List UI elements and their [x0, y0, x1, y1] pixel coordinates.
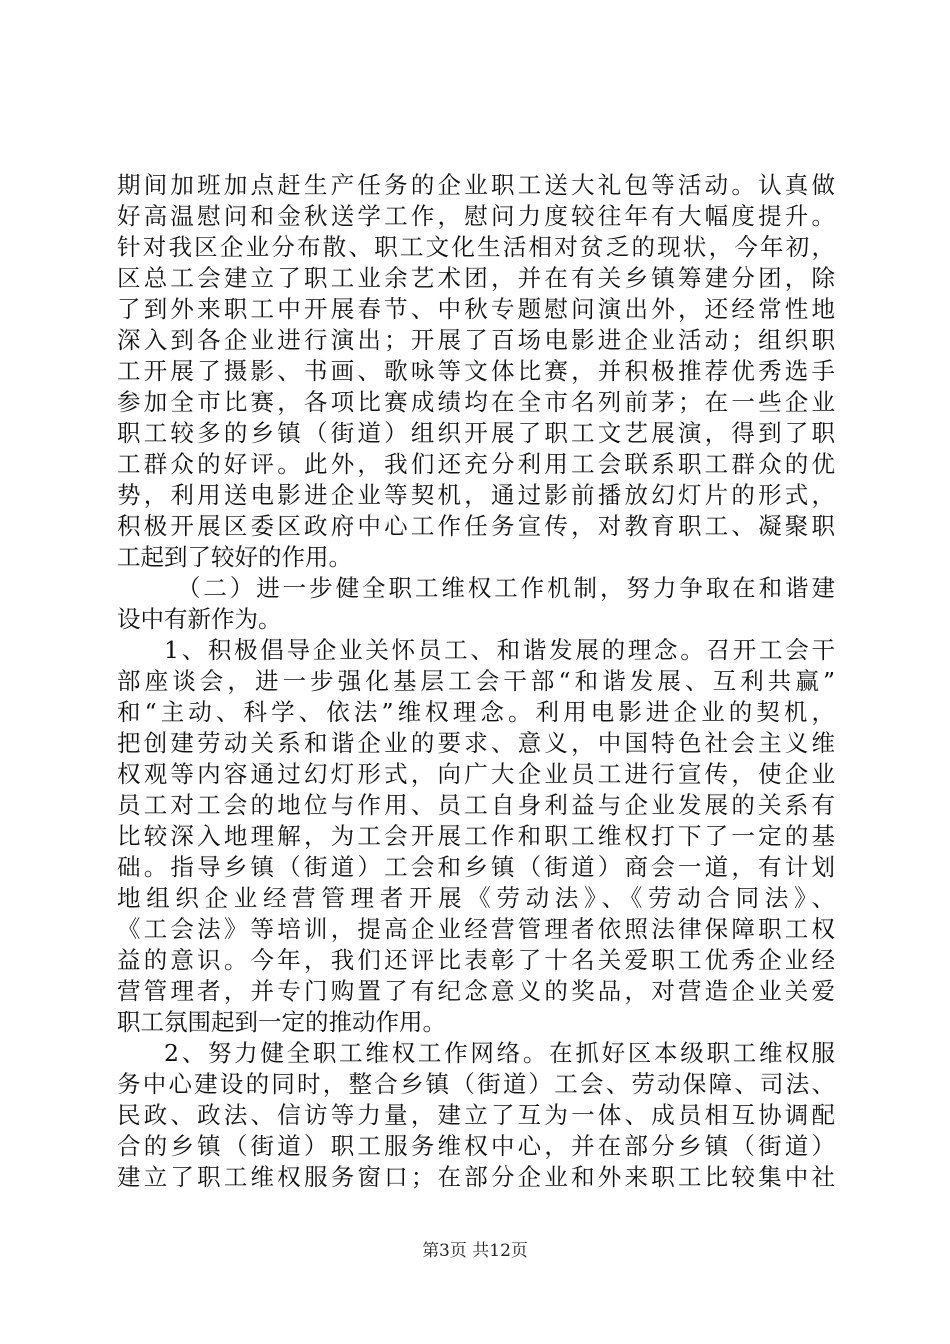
text-line: 合的乡镇（街道）职工服务维权中心，并在部分乡镇（街道） [117, 1132, 835, 1160]
text-line: 深入到各企业进行演出；开展了百场电影进企业活动；组织职 [117, 326, 835, 354]
text-line: 了到外来职工中开展春节、中秋专题慰问演出外，还经常性地 [117, 295, 835, 323]
text-line: 期间加班加点赶生产任务的企业职工送大礼包等活动。认真做 [117, 171, 835, 199]
text-line: 工起到了较好的作用。 [117, 543, 352, 571]
text-line: 工开展了摄影、书画、歌咏等文体比赛，并积极推荐优秀选手 [117, 357, 835, 385]
text-line: 和“主动、科学、依法”维权理念。利用电影进企业的契机， [117, 698, 835, 726]
section-heading-line: 设中有新作为。 [117, 605, 282, 633]
page-number: 第3页 共12页 [422, 1241, 528, 1261]
text-line: 比较深入地理解，为工会开展工作和职工维权打下了一定的基 [117, 822, 835, 850]
text-line: 地组织企业经营管理者开展《劳动法》、《劳动合同法》、 [117, 884, 835, 912]
text-line: 职工氛围起到一定的推动作用。 [117, 1008, 446, 1036]
text-line: 营管理者，并专门购置了有纪念意义的奖品，对营造企业关爱 [117, 977, 835, 1005]
text-line: 势，利用送电影进企业等契机，通过影前播放幻灯片的形式， [117, 481, 835, 509]
text-line: 工群众的好评。此外，我们还充分利用工会联系职工群众的优 [117, 450, 835, 478]
text-line: 员工对工会的地位与作用、员工自身利益与企业发展的关系有 [117, 791, 835, 819]
text-line: 础。指导乡镇（街道）工会和乡镇（街道）商会一道，有计划 [117, 853, 835, 881]
text-line: 区总工会建立了职工业余艺术团，并在有关乡镇筹建分团，除 [117, 264, 835, 292]
text-line: 积极开展区委区政府中心工作任务宣传，对教育职工、凝聚职 [117, 512, 835, 540]
text-line: 权观等内容通过幻灯形式，向广大企业员工进行宣传，使企业 [117, 760, 835, 788]
body-text [117, 170, 835, 1193]
text-line: 《工会法》等培训，提高企业经营管理者依照法律保障职工权 [117, 915, 835, 943]
text-line: 部座谈会，进一步强化基层工会干部“和谐发展、互利共赢” [117, 667, 835, 695]
text-line: 务中心建设的同时，整合乡镇（街道）工会、劳动保障、司法、 [117, 1070, 835, 1098]
text-line: 把创建劳动关系和谐企业的要求、意义，中国特色社会主义维 [117, 729, 835, 757]
text-line: 针对我区企业分布散、职工文化生活相对贫乏的现状，今年初， [117, 233, 835, 261]
text-line: 建立了职工维权服务窗口；在部分企业和外来职工比较集中社 [117, 1163, 835, 1191]
text-line: 参加全市比赛，各项比赛成绩均在全市名列前茅；在一些企业 [117, 388, 835, 416]
section-heading-line: （二）进一步健全职工维权工作机制，努力争取在和谐建 [177, 574, 835, 602]
text-line: 职工较多的乡镇（街道）组织开展了职工文艺展演，得到了职 [117, 419, 835, 447]
text-line: 好高温慰问和金秋送学工作，慰问力度较往年有大幅度提升。 [117, 202, 835, 230]
text-line: 民政、政法、信访等力量，建立了互为一体、成员相互协调配 [117, 1101, 835, 1129]
text-line: 1、积极倡导企业关怀员工、和谐发展的理念。召开工会干 [164, 636, 835, 664]
page-footer [0, 1240, 950, 1262]
text-line: 益的意识。今年，我们还评比表彰了十名关爱职工优秀企业经 [117, 946, 835, 974]
text-line: 2、努力健全职工维权工作网络。在抓好区本级职工维权服 [164, 1039, 835, 1067]
